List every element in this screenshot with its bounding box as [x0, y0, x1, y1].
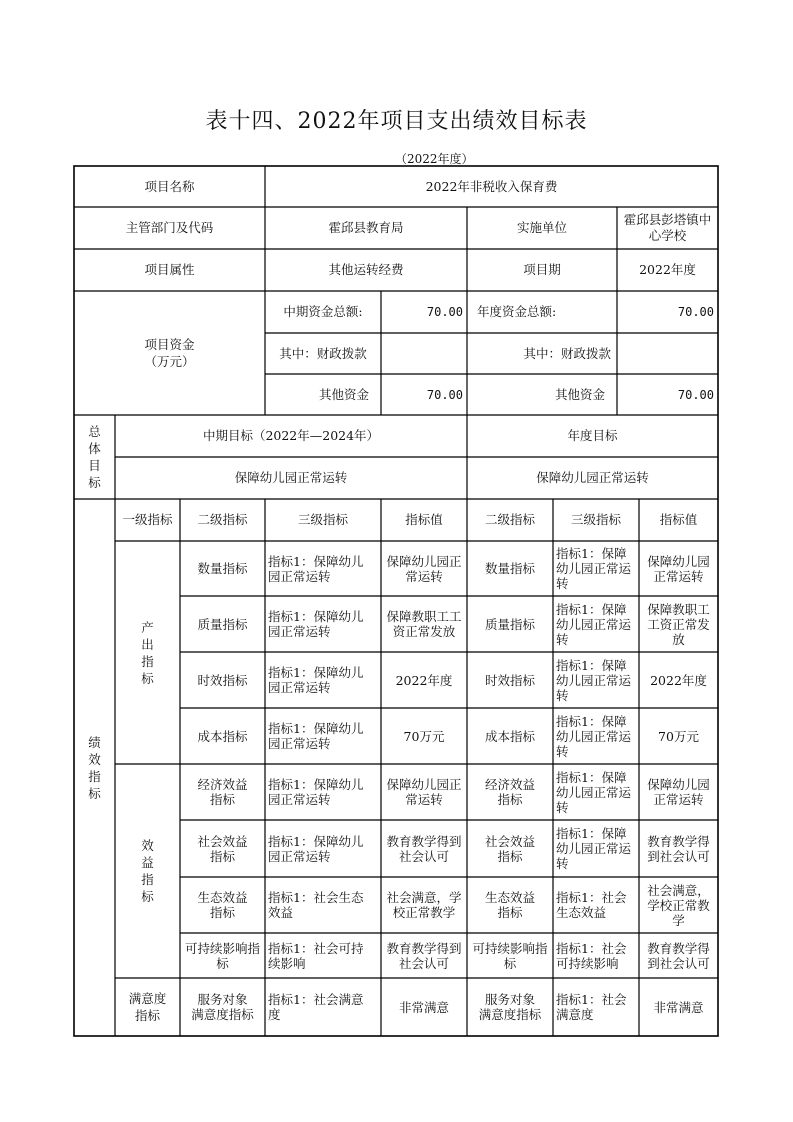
- perf-cell-value-mid: 保障幼儿园正 常运转: [386, 777, 462, 807]
- perf-cell-value-year: 2022年度: [650, 672, 707, 688]
- attr-label: 项目属性: [144, 262, 195, 277]
- perf-cell-level3-mid: 指标1：保障幼儿 园正常运转: [268, 665, 364, 695]
- perf-label: 绩 效 指 标: [88, 734, 101, 801]
- perf-cell-value-mid: 教育教学得到 社会认可: [386, 833, 462, 864]
- perf-cell-level3-year: 指标1：社会 可持续影响: [556, 940, 627, 971]
- page-title: 表十四、2022年项目支出绩效目标表: [205, 109, 588, 134]
- perf-cell-level2-year: 经济效益 指标: [484, 777, 535, 807]
- perf-cell-level2-year: 质量指标: [484, 616, 535, 632]
- perf-cell-value-year: 保障教职工 工资正常发 放: [647, 601, 710, 647]
- project-name-label: 项目名称: [144, 178, 195, 194]
- perf-cell-level3-year: 指标1：保障 幼儿园正常运 转: [556, 713, 632, 759]
- perf-cell-value-year: 社会满意， 学校正常教 学: [647, 882, 710, 928]
- perf-cell-level2-year: 社会效益 指标: [484, 833, 535, 864]
- perf-cell-value-year: 70万元: [658, 728, 699, 744]
- perf-header-value-year: 指标值: [659, 512, 698, 527]
- perf-header-level2-mid: 二级指标: [197, 512, 248, 527]
- perf-cell-level3-mid: 指标1：社会满意 度: [268, 992, 364, 1022]
- perf-cell-level2-year: 生态效益 指标: [484, 890, 535, 920]
- perf-cell-value-mid: 社会满意，学 校正常教学: [386, 890, 462, 920]
- year-subtitle: （2022年度）: [395, 152, 474, 166]
- perf-cell-value-year: 保障幼儿园 正常运转: [647, 777, 710, 807]
- perf-header-level3-year: 三级指标: [570, 512, 621, 527]
- overall-label: 总 体 目 标: [88, 424, 101, 490]
- perf-cell-level3-year: 指标1：保障 幼儿园正常运 转: [556, 769, 632, 815]
- period-value: 2022年度: [639, 262, 696, 277]
- perf-cell-level2-mid: 质量指标: [197, 616, 248, 632]
- year-fiscal-value: [617, 333, 718, 374]
- perf-cell-value-year: 教育教学得 到社会认可: [647, 940, 710, 971]
- perf-cell-level2-mid: 经济效益 指标: [197, 777, 248, 807]
- perf-cell-level3-mid: 指标1：保障幼儿 园正常运转: [268, 553, 364, 584]
- perf-cell-level3-mid: 指标1：保障幼儿 园正常运转: [268, 721, 364, 751]
- perf-cell-level2-mid: 可持续影响指 标: [184, 940, 260, 971]
- dept-value: 霍邱县教育局: [328, 220, 404, 235]
- perf-cell-level3-mid: 指标1：社会生态 效益: [268, 890, 364, 920]
- year-other-label: 其他资金: [554, 386, 605, 402]
- project-name-value: 2022年非税收入保育费: [425, 178, 558, 194]
- year-fiscal-label: 其中：财政拨款: [523, 345, 611, 361]
- perf-cell-level3-year: 指标1：保障 幼儿园正常运 转: [556, 657, 632, 703]
- perf-cell-level2-mid: 数量指标: [197, 561, 248, 576]
- mid-target-value: 保障幼儿园正常运转: [234, 470, 348, 485]
- perf-cell-level3-mid: 指标1：社会可持 续影响: [268, 940, 364, 971]
- mid-total-label: 中期资金总额:: [283, 304, 363, 319]
- perf-cell-level3-year: 指标1：保障 幼儿园正常运 转: [556, 546, 632, 591]
- perf-cell-level2-mid: 生态效益 指标: [197, 890, 248, 920]
- year-target-label: 年度目标: [567, 428, 618, 443]
- perf-cell-level3-year: 指标1：保障 幼儿园正常运 转: [556, 601, 632, 647]
- mid-total-value: 70.00: [426, 305, 463, 319]
- perf-header-value-mid: 指标值: [405, 512, 443, 527]
- perf-cell-level2-mid: 成本指标: [197, 728, 248, 744]
- funds-label: 项目资金 （万元）: [144, 337, 195, 369]
- perf-cell-value-mid: 教育教学得到 社会认可: [386, 940, 462, 971]
- perf-cell-level2-mid: 服务对象 满意度指标: [191, 992, 254, 1022]
- perf-cell-level3-year: 指标1：社会 满意度: [556, 992, 627, 1022]
- year-target-value: 保障幼儿园正常运转: [536, 470, 649, 485]
- perf-cell-value-mid: 70万元: [403, 728, 445, 744]
- mid-fiscal-value: [381, 333, 467, 374]
- perf-cell-level3-year: 指标1：社会 生态效益: [556, 890, 627, 920]
- perf-cell-level2-year: 时效指标: [484, 672, 535, 688]
- mid-other-value: 70.00: [426, 387, 463, 402]
- perf-header-level1: 一级指标: [122, 512, 173, 527]
- perf-cell-value-mid: 2022年度: [395, 672, 453, 688]
- dept-label: 主管部门及代码: [125, 220, 214, 235]
- perf-cell-level3-mid: 指标1：保障幼儿 园正常运转: [268, 833, 364, 864]
- perf-cell-level2-mid: 时效指标: [197, 672, 248, 688]
- group-satisfaction-label: 满意度 指标: [128, 991, 167, 1023]
- perf-cell-level2-mid: 社会效益 指标: [197, 833, 248, 864]
- group-benefit-label: 效 益 指 标: [141, 838, 154, 904]
- perf-cell-level2-year: 成本指标: [484, 728, 535, 744]
- perf-cell-value-year: 非常满意: [653, 999, 704, 1015]
- perf-cell-level2-year: 数量指标: [484, 561, 535, 576]
- mid-other-label: 其他资金: [318, 386, 369, 402]
- year-total-value: 70.00: [677, 305, 714, 319]
- attr-value: 其他运转经费: [328, 262, 404, 277]
- period-label: 项目期: [523, 262, 561, 277]
- perf-cell-level3-year: 指标1：保障 幼儿园正常运 转: [556, 826, 632, 871]
- perf-cell-value-year: 教育教学得 到社会认可: [647, 833, 710, 864]
- perf-cell-value-mid: 保障教职工工 资正常发放: [386, 609, 462, 639]
- perf-cell-value-year: 保障幼儿园 正常运转: [647, 553, 710, 584]
- perf-cell-level2-year: 可持续影响指 标: [472, 940, 548, 971]
- perf-header-level2-year: 二级指标: [484, 512, 535, 527]
- impl-label: 实施单位: [516, 220, 567, 235]
- mid-target-label: 中期目标（2022年—2024年）: [202, 428, 380, 443]
- group-output-label: 产 出 指 标: [141, 619, 154, 686]
- year-total-label: 年度资金总额:: [477, 304, 557, 319]
- mid-fiscal-label: 其中：财政拨款: [279, 345, 367, 361]
- perf-cell-level2-year: 服务对象 满意度指标: [478, 992, 542, 1022]
- perf-cell-level3-mid: 指标1：保障幼儿 园正常运转: [268, 777, 364, 807]
- impl-value: 霍邱县彭塔镇中心学校: [623, 212, 712, 243]
- perf-cell-level3-mid: 指标1：保障幼儿 园正常运转: [268, 609, 364, 639]
- perf-cell-value-mid: 保障幼儿园正 常运转: [386, 553, 462, 584]
- year-other-value: 70.00: [677, 387, 714, 402]
- perf-header-level3-mid: 三级指标: [297, 512, 348, 527]
- perf-cell-value-mid: 非常满意: [398, 999, 449, 1015]
